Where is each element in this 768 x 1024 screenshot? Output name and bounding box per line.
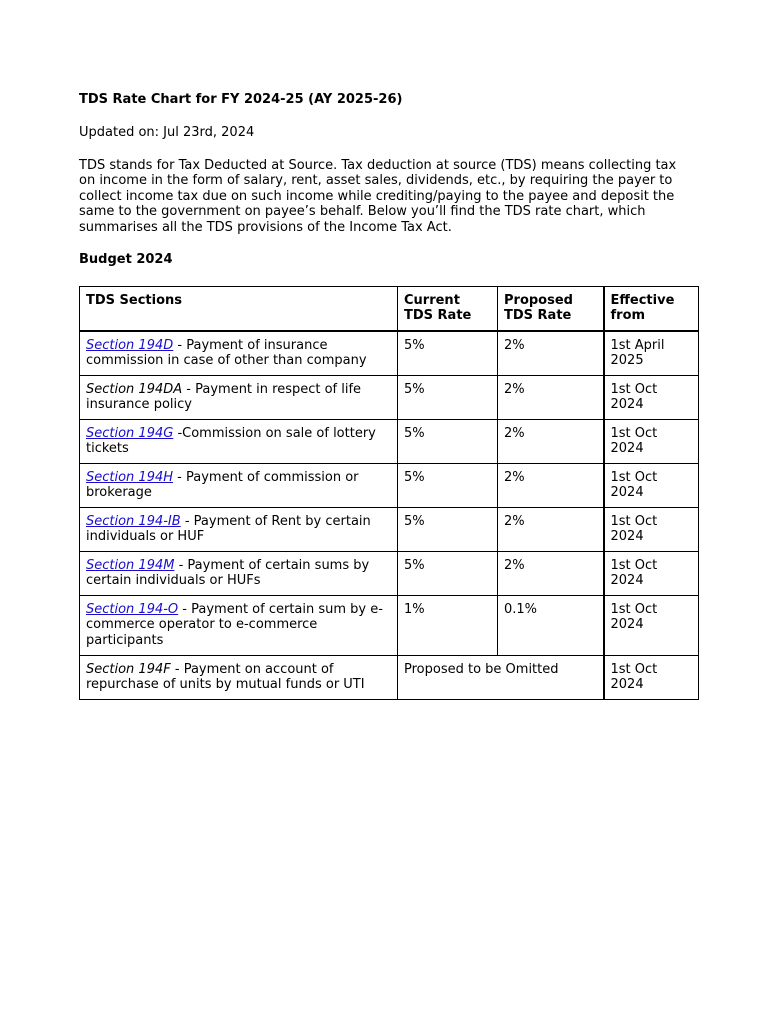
header-effective-from: Effective from xyxy=(604,287,699,332)
proposed-rate-cell: 2% xyxy=(498,376,604,420)
effective-from-cell: 1st Oct 2024 xyxy=(604,552,699,596)
section-cell xyxy=(80,420,398,464)
header-proposed-rate: Proposed TDS Rate xyxy=(498,287,604,332)
section-cell xyxy=(80,464,398,508)
proposed-rate-cell: 2% xyxy=(498,420,604,464)
proposed-rate-cell: 2% xyxy=(498,331,604,376)
effective-from-cell: 1st Oct 2024 xyxy=(604,508,699,552)
updated-date: Updated on: Jul 23rd, 2024 xyxy=(79,125,255,140)
current-rate-cell: 1% xyxy=(398,596,498,656)
tds-rate-table xyxy=(79,286,699,700)
section-cell xyxy=(80,596,398,656)
header-current-rate: Current TDS Rate xyxy=(398,287,498,332)
table-row xyxy=(80,331,699,376)
section-name: Section 194F xyxy=(86,662,171,677)
section-description: - Payment of certain sum by e-commerce operator to e-commerce participants xyxy=(86,602,383,648)
section-description: - Payment of Rent by certain individuals or HUF xyxy=(86,514,371,545)
section-cell xyxy=(80,508,398,552)
table-row xyxy=(80,508,699,552)
effective-from-cell: 1st April 2025 xyxy=(604,331,699,376)
header-tds-sections: TDS Sections xyxy=(80,287,398,332)
section-link[interactable]: Section 194-O xyxy=(86,602,179,617)
current-rate-cell: 5% xyxy=(398,331,498,376)
current-rate-cell: 5% xyxy=(398,508,498,552)
section-description: - Payment of certain sums by certain individuals or HUFs xyxy=(86,558,370,589)
section-description: - Payment in respect of life insurance policy xyxy=(86,382,362,413)
table-row xyxy=(80,596,699,656)
section-description: - Payment on account of repurchase of units by mutual funds or UTI xyxy=(86,662,365,693)
section-link[interactable]: Section 194-IB xyxy=(86,514,181,529)
section-link[interactable]: Section 194M xyxy=(86,558,175,573)
proposed-rate-cell: 0.1% xyxy=(498,596,604,656)
current-rate-cell: 5% xyxy=(398,376,498,420)
current-rate-cell: 5% xyxy=(398,420,498,464)
effective-from-cell: 1st Oct 2024 xyxy=(604,376,699,420)
table-header-row xyxy=(80,287,699,332)
current-rate-cell: 5% xyxy=(398,464,498,508)
effective-from-cell: 1st Oct 2024 xyxy=(604,596,699,656)
intro-paragraph: TDS stands for Tax Deducted at Source. Tax deduction at source (TDS) means collecting tax on income in the form of salary, rent, asset sales, dividends, etc., by requiring the payer to collect income tax due on such income while crediting/paying to the payee and deposit the same to the government on payee’s behalf. Below you’ll find the TDS rate chart, which summarises all the TDS provisions of the Income Tax Act. xyxy=(79,158,677,235)
merged-rate-cell: Proposed to be Omitted xyxy=(398,656,604,700)
section-description: - Payment of commission or brokerage xyxy=(86,470,359,501)
proposed-rate-cell: 2% xyxy=(498,508,604,552)
current-rate-cell: 5% xyxy=(398,552,498,596)
section-cell xyxy=(80,331,398,376)
effective-from-cell: 1st Oct 2024 xyxy=(604,420,699,464)
table-row xyxy=(80,420,699,464)
effective-from-cell: 1st Oct 2024 xyxy=(604,656,699,700)
section-description: -Commission on sale of lottery tickets xyxy=(86,426,376,457)
section-cell xyxy=(80,656,398,700)
budget-heading: Budget 2024 xyxy=(79,252,173,267)
section-link[interactable]: Section 194G xyxy=(86,426,174,441)
proposed-rate-cell: 2% xyxy=(498,552,604,596)
table-row xyxy=(80,552,699,596)
section-description: - Payment of insurance commission in case of other than company xyxy=(86,338,367,369)
document-title: TDS Rate Chart for FY 2024-25 (AY 2025-26) xyxy=(79,92,403,107)
section-link[interactable]: Section 194H xyxy=(86,470,174,485)
section-cell xyxy=(80,552,398,596)
section-link[interactable]: Section 194D xyxy=(86,338,174,353)
table-row xyxy=(80,376,699,420)
table-row xyxy=(80,464,699,508)
effective-from-cell: 1st Oct 2024 xyxy=(604,464,699,508)
section-name: Section 194DA xyxy=(86,382,183,397)
proposed-rate-cell: 2% xyxy=(498,464,604,508)
table-row xyxy=(80,656,699,700)
section-cell xyxy=(80,376,398,420)
